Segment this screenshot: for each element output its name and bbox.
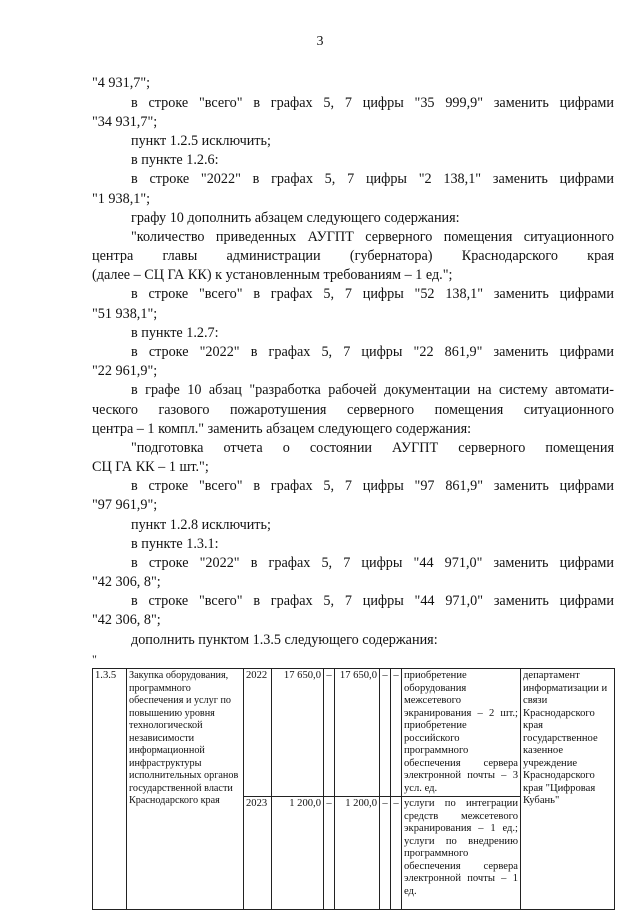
text-line: "51 938,1"; — [92, 306, 158, 322]
item-number-cell: 1.3.5 — [93, 669, 127, 910]
col6-cell: – — [324, 797, 335, 910]
text-line: "количество приведенных АУГПТ серверного помещения ситуационного — [131, 229, 614, 245]
text-line: в пункте 1.3.1: — [131, 536, 219, 552]
text-line: в графе 10 абзац "разработка рабочей документации на систему автомати- — [131, 382, 614, 398]
text-line: СЦ ГА КК – 1 шт."; — [92, 459, 209, 475]
regional-budget-cell: 1 200,0 — [335, 797, 380, 910]
text-line: в строке "всего" в графах 5, 7 цифры "97 861,9" заменить цифрами — [131, 478, 614, 494]
text-line: центра главы администрации (губернатора) Краснодарского края — [92, 248, 614, 264]
text-line: в строке "всего" в графах 5, 7 цифры "35 999,9" заменить цифрами — [131, 95, 614, 111]
text-line: центра – 1 компл." заменить абзацем следующего содержания: — [92, 421, 472, 437]
result-cell: приобретение оборудования межсетевого экранирования – 2 шт.; приобретение российского программного обеспечения сервера электронной почты – 3 усл. ед. — [402, 669, 521, 797]
executor-cell: департамент информатизации и связи Краснодарского края государственное казенное учреждение Краснодарского края "Цифровая Кубань" — [521, 669, 615, 910]
text-line: в пункте 1.2.7: — [131, 325, 219, 341]
text-line: "97 961,9"; — [92, 497, 158, 513]
text-line: "42 306, 8"; — [92, 574, 161, 590]
text-line: в строке "всего" в графах 5, 7 цифры "52 138,1" заменить цифрами — [131, 286, 614, 302]
total-cell: 17 650,0 — [272, 669, 324, 797]
text-line: "1 938,1"; — [92, 191, 151, 207]
text-line: пункт 1.2.8 исключить; — [131, 517, 271, 533]
measure-name-cell: Закупка оборудования, программного обеспечения и услуг по повышению уровня технологической независимости информационной инфраструктуры исполнительных органов государственной власти Краснодарского края — [127, 669, 244, 910]
text-line: дополнить пунктом 1.3.5 следующего содержания: — [131, 632, 438, 648]
result-cell: услуги по интеграции средств межсетевого экранирования – 1 ед.; услуги по внедрению программного обеспечения сервера электронной почты – 1 ед. — [402, 797, 521, 910]
col6-cell: – — [324, 669, 335, 797]
total-cell: 1 200,0 — [272, 797, 324, 910]
year-cell: 2023 — [244, 797, 272, 910]
regional-budget-cell: 17 650,0 — [335, 669, 380, 797]
text-line: "42 306, 8"; — [92, 612, 161, 628]
text-line: "22 961,9"; — [92, 363, 158, 379]
text-line: графу 10 дополнить абзацем следующего содержания: — [131, 210, 460, 226]
program-table — [92, 668, 615, 910]
col9-cell: – — [391, 669, 402, 797]
text-line: в строке "всего" в графах 5, 7 цифры "44 971,0" заменить цифрами — [131, 593, 614, 609]
col8-cell: – — [380, 797, 391, 910]
col8-cell: – — [380, 669, 391, 797]
col9-cell: – — [391, 797, 402, 910]
text-line: "34 931,7"; — [92, 114, 158, 130]
year-cell: 2022 — [244, 669, 272, 797]
text-line: в строке "2022" в графах 5, 7 цифры "2 138,1" заменить цифрами — [131, 171, 614, 187]
text-line: " — [92, 652, 97, 666]
page-number: 3 — [316, 34, 324, 49]
text-line: в строке "2022" в графах 5, 7 цифры "44 971,0" заменить цифрами — [131, 555, 614, 571]
text-line: в строке "2022" в графах 5, 7 цифры "22 861,9" заменить цифрами — [131, 344, 614, 360]
text-line: ческого газового пожаротушения серверного помещения ситуационного — [92, 402, 614, 418]
text-line: в пункте 1.2.6: — [131, 152, 219, 168]
table-row — [93, 669, 615, 797]
text-line: "4 931,7"; — [92, 75, 151, 91]
text-line: (далее – СЦ ГА КК) к установленным требованиям – 1 ед."; — [92, 267, 453, 283]
text-line: пункт 1.2.5 исключить; — [131, 133, 271, 149]
text-line: "подготовка отчета о состоянии АУГПТ серверного помещения — [131, 440, 614, 456]
